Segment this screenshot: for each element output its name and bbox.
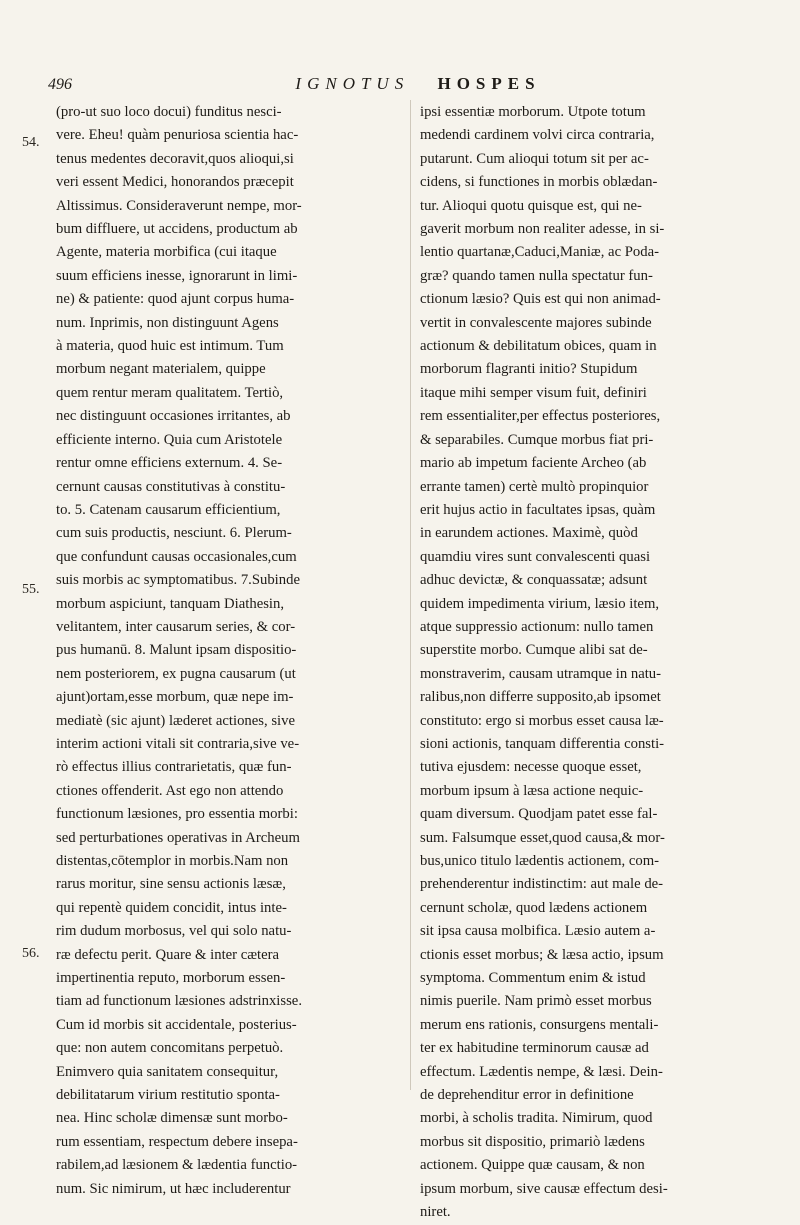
- right-column: [420, 101, 765, 1225]
- text-line: cidens, si functiones in morbis oblædan-: [420, 174, 658, 191]
- left-column: [56, 101, 396, 1201]
- text-line: adhuc devictæ, & conquassatæ; adsunt: [420, 572, 648, 589]
- text-line: quamdiu vires sunt convalescenti quasi: [420, 548, 651, 565]
- page-number: 496: [48, 76, 72, 93]
- text-line: cernunt causas constitutivas à constitu-: [56, 478, 286, 495]
- text-line: que confundunt causas occasionales,cum: [56, 548, 297, 565]
- text-line: nem posteriorem, ex pugna causarum (ut: [56, 665, 296, 682]
- text-line: ctiones offenderit. Ast ego non attendo: [56, 782, 284, 799]
- running-header: [48, 74, 768, 98]
- text-line: distentas,cōtemplor in morbis.Nam non: [56, 853, 289, 869]
- text-line: rem essentialiter,per effectus posteriores,: [420, 408, 661, 425]
- text-line: à materia, quod huic est intimum. Tum: [56, 338, 284, 355]
- text-line: tiam ad functionum læsiones adstrinxisse.: [56, 993, 302, 1010]
- text-line: rò effectus illius contrarietatis, quæ fun-: [56, 759, 292, 776]
- text-line: nea. Hinc scholæ dimensæ sunt morbo-: [56, 1110, 288, 1127]
- text-line: ipsum morbum, sive causæ effectum desi-: [420, 1180, 668, 1197]
- text-line: rim dudum morbosus, vel qui solo natu-: [56, 923, 292, 940]
- text-line: constituto: ergo si morbus esset causa læ-: [420, 712, 664, 729]
- text-line: in earundem actiones. Maximè, quòd: [420, 525, 638, 542]
- text-line: ajunt)ortam,esse morbum, quæ nepe im-: [56, 689, 294, 706]
- text-line: medendi cardinem volvi circa contraria,: [420, 127, 655, 144]
- running-title-part2: HOSPES: [437, 74, 541, 93]
- text-line: lentio quartanæ,Caduci,Maniæ, ac Poda-: [420, 244, 660, 261]
- text-line: mediatè (sic ajunt) læderet actiones, sive: [56, 712, 295, 729]
- text-line: quem rentur meram qualitatem. Tertiò,: [56, 384, 284, 401]
- text-line: tutiva ejusdem: necesse quoque esset,: [420, 759, 642, 776]
- text-line: Cum id morbis sit accidentale, posterius-: [56, 1016, 297, 1033]
- text-line: cum suis productis, nesciunt. 6. Plerum-: [56, 525, 292, 542]
- text-line: debilitatarum virium restitutio sponta-: [56, 1087, 280, 1104]
- text-line: impertinentia reputo, morborum essen-: [56, 970, 286, 987]
- text-line: morbi, à scholis tradita. Nimirum, quod: [420, 1110, 653, 1127]
- running-title: [148, 74, 688, 94]
- text-line: qui repentè quidem concidit, intus inte-: [56, 899, 287, 916]
- text-line: Agente, materia morbifica (cui itaque: [56, 244, 277, 261]
- text-line: bum diffluere, ut accidens, productum ab: [56, 221, 298, 238]
- text-line: Enimvero quia sanitatem consequitur,: [56, 1063, 279, 1080]
- text-line: superstite morbo. Cumque alibi sat de-: [420, 642, 648, 659]
- text-line: rum essentiam, respectum debere insepa-: [56, 1133, 298, 1150]
- text-line: symptoma. Commentum enim & istud: [420, 970, 646, 987]
- text-line: morbus sit dispositio, primariò lædens: [420, 1133, 645, 1150]
- text-line: effectum. Lædentis nempe, & læsi. Dein-: [420, 1063, 663, 1080]
- text-line: ræ defectu perit. Quare & inter cætera: [56, 946, 280, 963]
- text-line: ipsi essentiæ morborum. Utpote totum: [420, 104, 646, 120]
- text-line: to. 5. Catenam causarum efficientium,: [56, 501, 281, 518]
- text-line: num. Inprimis, non distinguunt Agens: [56, 314, 279, 331]
- text-line: pus humanū. 8. Malunt ipsam dispositio-: [56, 642, 297, 659]
- text-line: ralibus,non differre supposito,ab ipsomet: [420, 689, 661, 706]
- text-line: sum. Falsumque esset,quod causa,& mor-: [420, 829, 665, 846]
- text-line: & separabiles. Cumque morbus fiat pri-: [420, 431, 654, 448]
- column-divider: [410, 100, 411, 1090]
- text-line: morbum aspiciunt, tanquam Diathesin,: [56, 595, 285, 612]
- text-line: cernunt scholæ, quod lædens actionem: [420, 899, 648, 916]
- text-line: actionum & debilitatum obices, quam in: [420, 338, 657, 355]
- text-line: veri essent Medici, honorandos præcepit: [56, 174, 294, 191]
- text-line: suum efficiens inesse, ignorarunt in limi-: [56, 267, 298, 284]
- text-line: nec distinguunt occasiones irritantes, ab: [56, 408, 291, 425]
- text-line: morbum negant materialem, quippe: [56, 361, 266, 378]
- text-line: erit hujus actio in facultates ipsas, quàm: [420, 501, 656, 518]
- text-line: interim actioni vitali sit contraria,sive ve-: [56, 735, 300, 752]
- text-line: functionum læsiones, pro essentia morbi:: [56, 806, 298, 823]
- text-line: ter ex habitudine terminorum causæ ad: [420, 1040, 649, 1057]
- text-line: atque suppressio actionum: nullo tamen: [420, 618, 654, 635]
- margin-note-55: 55.: [22, 582, 40, 597]
- text-line: ctionum læsio? Quis est qui non animad-: [420, 291, 661, 308]
- text-line: ne) & patiente: quod ajunt corpus huma-: [56, 291, 295, 308]
- text-line: mario ab impetum faciente Archeo (ab: [420, 455, 647, 472]
- text-line: gaverit morbum non realiter adesse, in si-: [420, 221, 665, 238]
- text-line: rarus moritur, sine sensu actionis læsæ,: [56, 876, 286, 893]
- text-line: niret.: [420, 1204, 451, 1221]
- text-line: sioni actionis, tanquam differentia consti-: [420, 735, 665, 752]
- running-title-part1: IGNOTUS: [295, 74, 410, 93]
- text-line: putarunt. Cum alioqui totum sit per ac-: [420, 150, 649, 167]
- text-line: quidem impedimenta virium, læsio item,: [420, 595, 660, 612]
- text-line: prehenderentur indistinctim: aut male de-: [420, 876, 664, 893]
- text-line: merum ens rationis, consurgens mentali-: [420, 1016, 659, 1033]
- text-line: tur. Alioqui quotu quisque est, qui ne-: [420, 197, 642, 214]
- text-line: efficiente interno. Quia cum Aristotele: [56, 431, 283, 448]
- text-line: suis morbis ac symptomatibus. 7.Subinde: [56, 572, 300, 589]
- margin-note-56: 56.: [22, 946, 40, 961]
- text-line: itaque mihi semper visum fuit, definiri: [420, 384, 647, 401]
- text-line: quam diversum. Quodjam patet esse fal-: [420, 806, 658, 823]
- text-line: morbum ipsum à læsa actione nequic-: [420, 782, 644, 799]
- text-line: rentur omne efficiens externum. 4. Se-: [56, 455, 283, 472]
- text-line: tenus medentes decoravit,quos alioqui,si: [56, 150, 294, 167]
- text-line: actionem. Quippe quæ causam, & non: [420, 1157, 645, 1174]
- text-line: rabilem,ad læsionem & lædentia functio-: [56, 1157, 298, 1174]
- text-line: (pro-ut suo loco docui) funditus nesci-: [56, 104, 282, 120]
- text-line: errante tamen) certè multò propinquior: [420, 478, 649, 495]
- text-line: vere. Eheu! quàm penuriosa scientia hac-: [56, 127, 299, 144]
- text-line: bus,unico titulo lædentis actionem, com-: [420, 853, 660, 869]
- text-line: vertit in convalescente majores subinde: [420, 314, 652, 331]
- text-line: Altissimus. Consideraverunt nempe, mor-: [56, 197, 302, 214]
- text-line: monstraverim, causam utramque in natu-: [420, 665, 662, 682]
- text-line: nimis puerile. Nam primò esset morbus: [420, 993, 652, 1010]
- text-line: morborum flagranti initio? Stupidum: [420, 361, 638, 378]
- text-line: ctionis esset morbus; & læsa actio, ipsum: [420, 946, 664, 963]
- text-line: græ? quando tamen nulla spectatur fun-: [420, 267, 653, 284]
- text-line: sit ipsa causa molbifica. Læsio autem a-: [420, 923, 656, 940]
- text-line: de deprehenditur error in definitione: [420, 1087, 634, 1104]
- margin-note-54: 54.: [22, 135, 40, 150]
- text-line: sed perturbationes operativas in Archeum: [56, 829, 300, 846]
- text-line: que: non autem concomitans perpetuò.: [56, 1040, 284, 1057]
- text-line: velitantem, inter causarum series, & cor-: [56, 618, 296, 635]
- text-line: num. Sic nimirum, ut hæc includerentur: [56, 1180, 291, 1197]
